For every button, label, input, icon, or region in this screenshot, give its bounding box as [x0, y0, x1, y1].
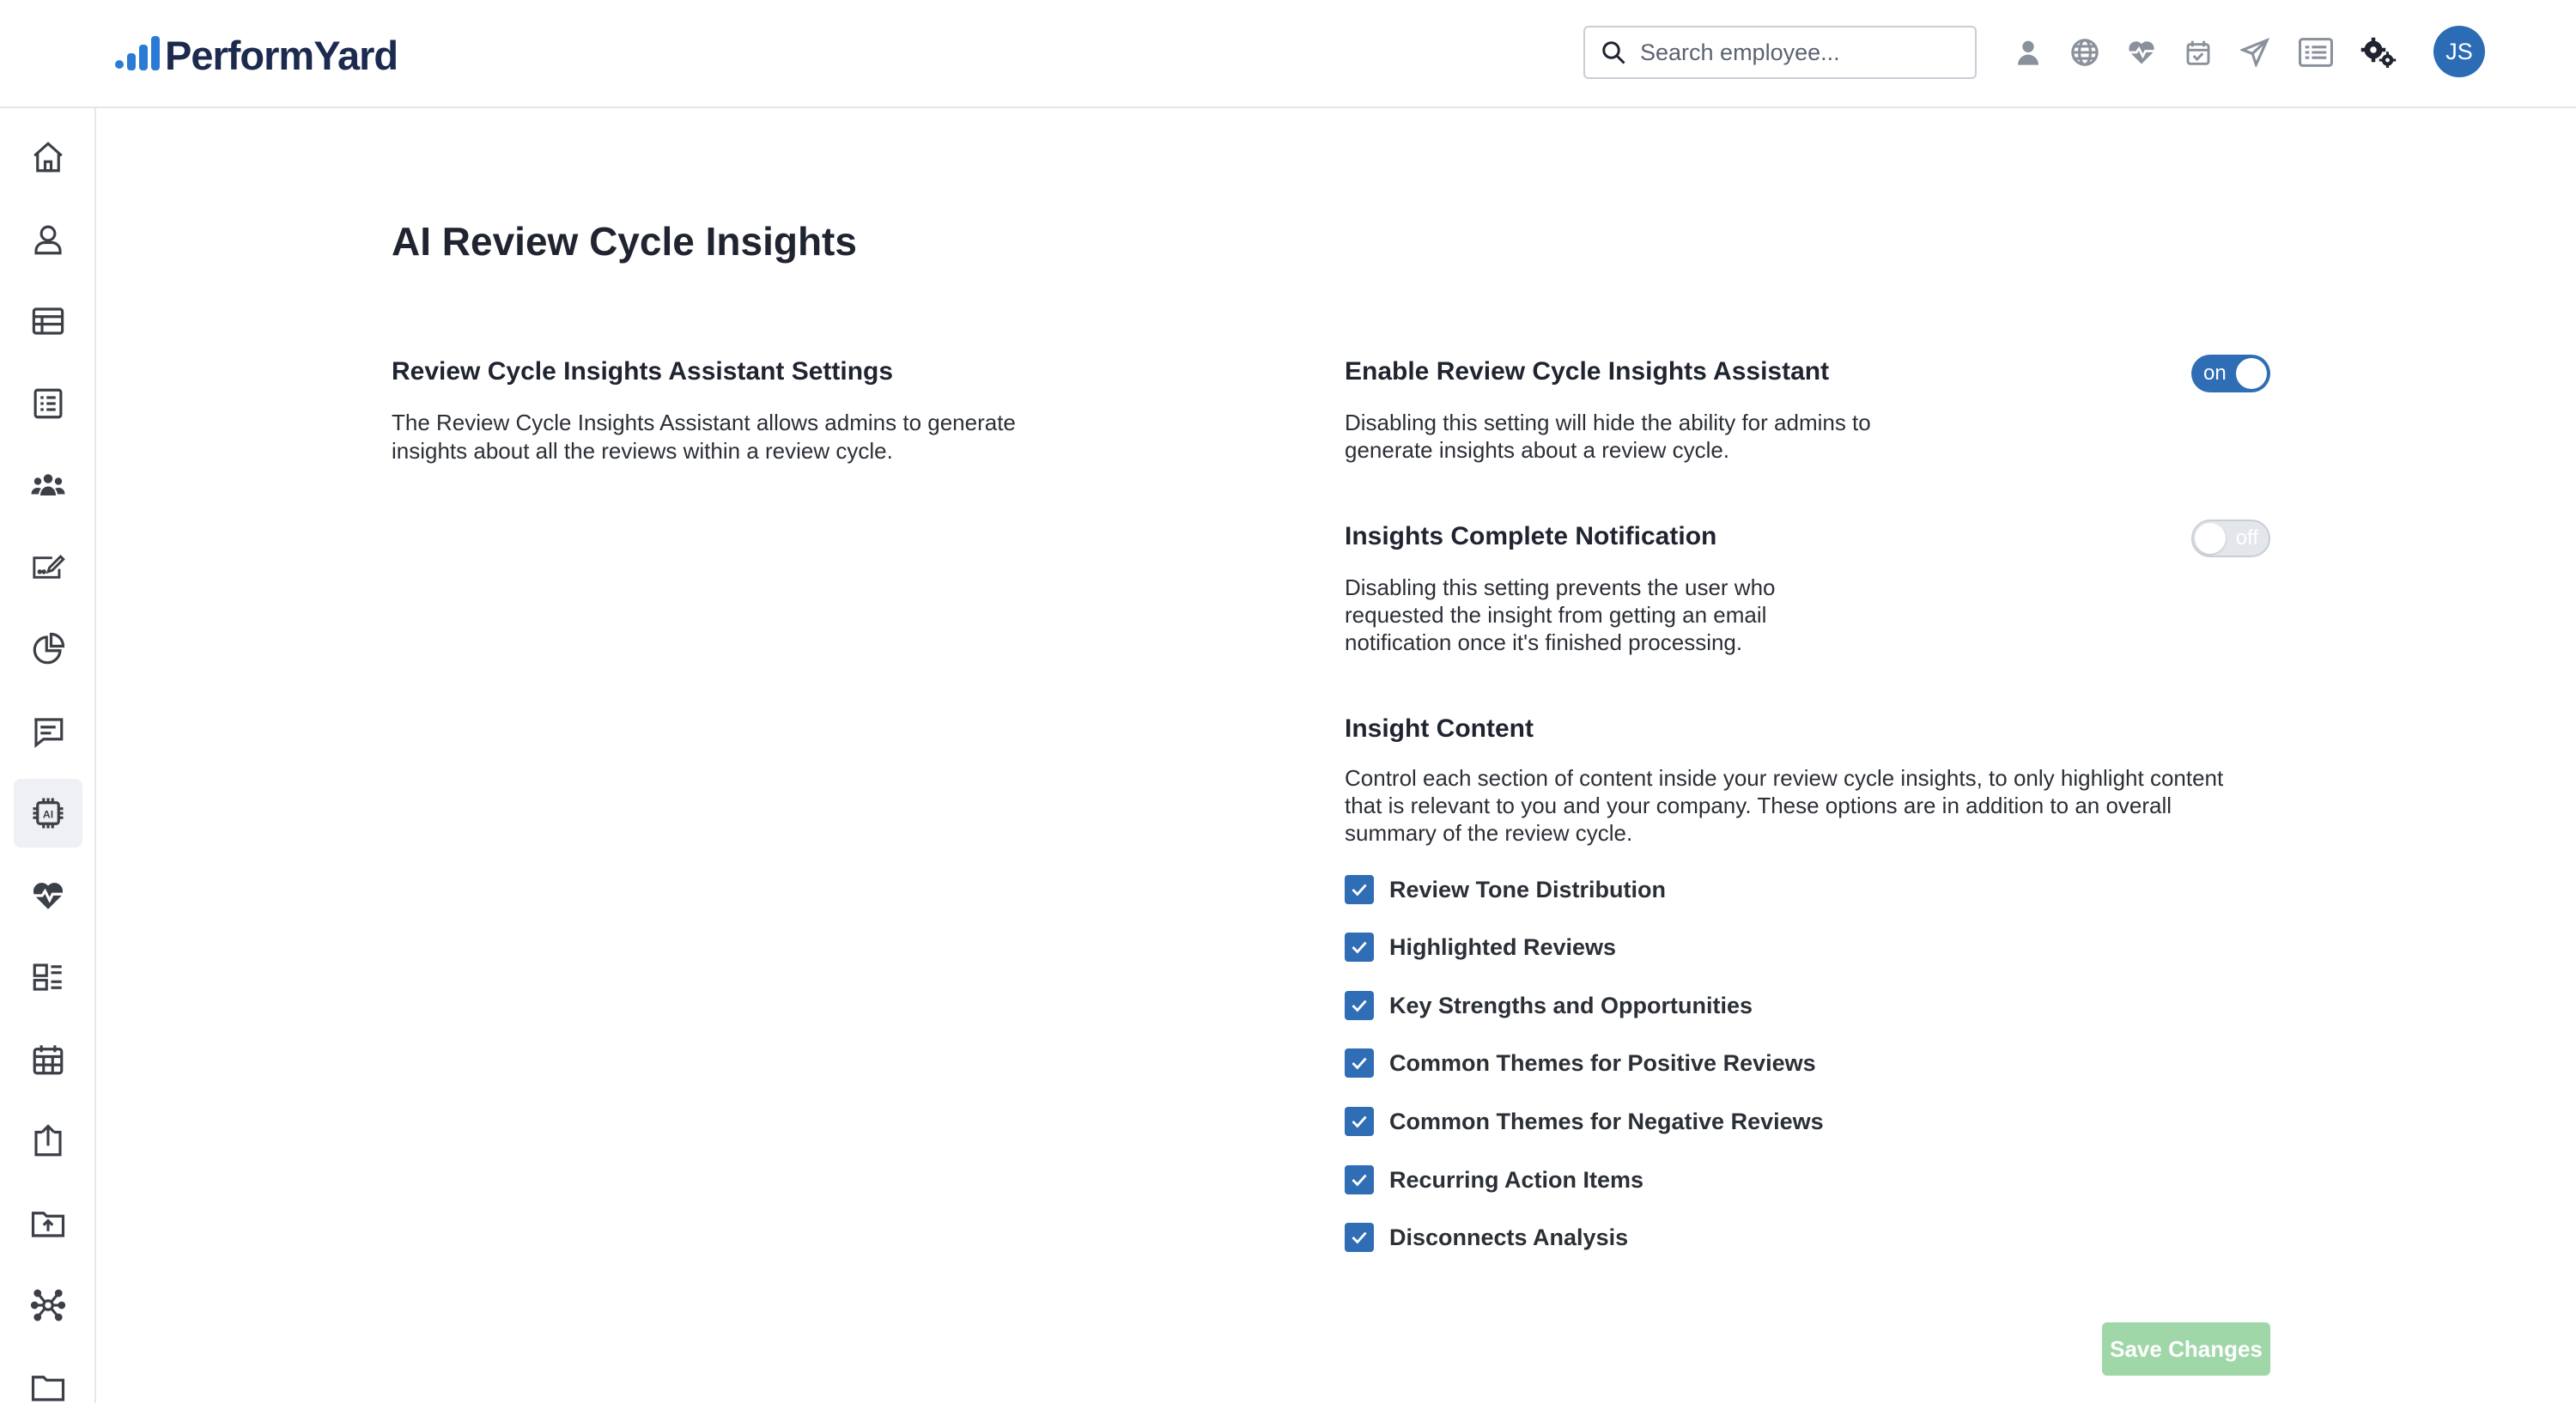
heart-pulse-icon[interactable] [14, 861, 82, 930]
option-label: Common Themes for Negative Reviews [1389, 1108, 1824, 1134]
upload-folder-icon[interactable] [14, 1189, 82, 1258]
folder-icon[interactable] [14, 1353, 82, 1422]
enable-assistant-title: Enable Review Cycle Insights Assistant [1345, 357, 1830, 386]
person-icon[interactable] [14, 205, 82, 274]
sidebar-nav [0, 108, 96, 1403]
option-review-tone-distribution[interactable] [1345, 874, 1666, 905]
enable-assistant-toggle[interactable] [2191, 355, 2270, 392]
check-icon [1348, 994, 1370, 1017]
check-icon [1348, 1052, 1370, 1074]
option-negative-themes[interactable] [1345, 1106, 1824, 1137]
chat-icon[interactable] [14, 697, 82, 766]
heart-pulse-icon[interactable] [2125, 36, 2158, 69]
check-icon [1348, 1169, 1370, 1191]
search-input[interactable] [1640, 40, 1966, 66]
checkbox[interactable] [1345, 1165, 1374, 1194]
option-highlighted-reviews[interactable] [1345, 932, 1616, 963]
checkbox[interactable] [1345, 933, 1374, 962]
edit-icon[interactable] [14, 533, 82, 602]
network-icon[interactable] [14, 1271, 82, 1340]
notification-description: Disabling this setting prevents the user who requested the insight from getting an email notification once it's finished processing. [1345, 574, 1776, 655]
checkbox[interactable] [1345, 875, 1374, 904]
insight-content-title: Insight Content [1345, 714, 1534, 743]
insight-content-description: Control each section of content inside your review cycle insights, to only highlight content that is relevant to you and your company. These options are in addition to an overall summary of the review cycle. [1345, 765, 2224, 846]
option-label: Review Tone Distribution [1389, 876, 1667, 902]
save-changes-button[interactable]: Save Changes [2102, 1322, 2270, 1376]
home-icon[interactable] [14, 123, 82, 191]
option-recurring-action-items[interactable] [1345, 1164, 1643, 1195]
list-icon[interactable] [14, 369, 82, 438]
checkbox[interactable] [1345, 991, 1374, 1020]
option-label: Recurring Action Items [1389, 1166, 1644, 1193]
export-icon[interactable] [14, 1107, 82, 1176]
notification-title: Insights Complete Notification [1345, 522, 1717, 550]
toggle-label: off [2235, 526, 2258, 550]
option-label: Highlighted Reviews [1389, 933, 1617, 960]
page-title: AI Review Cycle Insights [392, 219, 857, 264]
check-icon [1348, 1226, 1370, 1249]
logo-mark-icon [115, 34, 158, 76]
toggle-label: on [2203, 362, 2227, 385]
list-icon[interactable] [2298, 36, 2334, 69]
option-positive-themes[interactable] [1345, 1048, 1816, 1079]
logo-text: PerformYard [165, 32, 398, 78]
app-logo[interactable] [115, 31, 398, 79]
table-icon[interactable] [14, 287, 82, 356]
checkbox[interactable] [1345, 1223, 1374, 1252]
top-header [0, 0, 2576, 108]
settings-section-description: The Review Cycle Insights Assistant allows admins to generate insights about all the reviews within a review cycle. [392, 410, 1016, 464]
send-icon[interactable] [2239, 36, 2271, 69]
globe-icon[interactable] [2069, 36, 2101, 69]
check-icon [1348, 878, 1370, 901]
person-icon[interactable] [2012, 36, 2044, 69]
search-box[interactable] [1583, 26, 1977, 79]
option-label: Disconnects Analysis [1389, 1224, 1629, 1250]
option-key-strengths[interactable] [1345, 990, 1753, 1021]
svg-text:AI: AI [42, 808, 54, 821]
checkbox[interactable] [1345, 1048, 1374, 1078]
gears-icon[interactable] [2360, 36, 2397, 69]
pie-chart-icon[interactable] [14, 615, 82, 684]
dashboard-icon[interactable] [14, 943, 82, 1012]
check-icon [1348, 936, 1370, 958]
toggle-knob [2236, 358, 2267, 389]
enable-assistant-description: Disabling this setting will hide the ability for admins to generate insights about a review cycle. [1345, 410, 1871, 463]
checkbox[interactable] [1345, 1107, 1374, 1136]
ai-chip-icon[interactable] [14, 779, 82, 848]
settings-section-title: Review Cycle Insights Assistant Settings [392, 357, 894, 386]
search-icon [1601, 40, 1626, 65]
check-icon [1348, 1110, 1370, 1133]
toggle-knob [2195, 523, 2226, 554]
calendar-check-icon[interactable] [2182, 36, 2215, 69]
user-avatar[interactable]: JS [2433, 26, 2485, 77]
option-label: Common Themes for Positive Reviews [1389, 1049, 1816, 1076]
notification-toggle[interactable] [2191, 520, 2270, 557]
calendar-icon[interactable] [14, 1025, 82, 1094]
option-label: Key Strengths and Opportunities [1389, 992, 1753, 1018]
people-icon[interactable] [14, 451, 82, 520]
option-disconnects-analysis[interactable] [1345, 1222, 1628, 1253]
